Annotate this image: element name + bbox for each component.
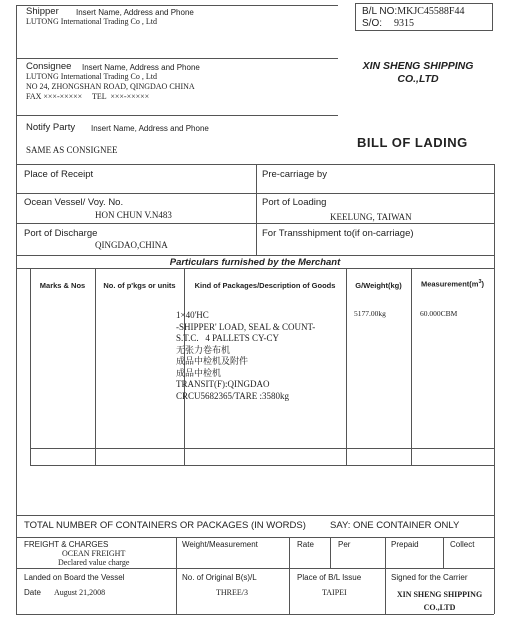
pre-carriage-label: Pre-carriage by bbox=[262, 169, 327, 180]
rule-receipt-top bbox=[16, 164, 494, 165]
rule-freight-c5 bbox=[443, 537, 444, 568]
consignee-line2: NO 24, ZHONGSHAN ROAD, QINGDAO CHINA bbox=[26, 82, 195, 91]
bl-number-box bbox=[355, 3, 493, 31]
transshipment-label: For Transshipment to(if on-carriage) bbox=[262, 228, 414, 239]
goods-line: -SHIPPER' LOAD, SEAL & COUNT- bbox=[176, 321, 316, 332]
goods-line: 成品中检机 bbox=[176, 367, 222, 378]
consignee-line3: FAX ×××-××××× TEL ×××-××××× bbox=[26, 92, 150, 101]
per-label: Per bbox=[338, 540, 351, 549]
rule-discharge-top bbox=[16, 223, 494, 224]
consignee-label: Consignee bbox=[26, 61, 72, 72]
rule-heading-bottom bbox=[16, 268, 494, 269]
rule-goods-left bbox=[30, 268, 31, 465]
goods-line: CRCU5682365/TARE :3580kg bbox=[176, 390, 290, 401]
rule-freight-c3 bbox=[330, 537, 331, 568]
freight-charges-label: FREIGHT & CHARGES bbox=[24, 540, 109, 549]
bl-no-row bbox=[362, 6, 464, 17]
weight-measurement-label: Weight/Measurement bbox=[182, 540, 258, 549]
rule-col-measure bbox=[411, 268, 412, 465]
col-marks-header: Marks & Nos bbox=[39, 281, 86, 290]
consignee-line1: LUTONG International Trading Co , Ltd bbox=[26, 72, 157, 81]
shipper-hint: Insert Name, Address and Phone bbox=[76, 8, 194, 17]
originals-value: THREE/3 bbox=[216, 588, 248, 597]
bl-no-label: B/L NO: bbox=[362, 6, 398, 17]
rule-total-top bbox=[16, 515, 494, 516]
rule-consignee-top bbox=[16, 58, 338, 59]
ocean-freight-label: OCEAN FREIGHT bbox=[62, 549, 126, 558]
declared-value-label: Declared value charge bbox=[58, 558, 130, 567]
particulars-heading: Particulars furnished by the Merchant bbox=[169, 257, 341, 268]
goods-line: S.T.C. 4 PALLETS CY-CY bbox=[176, 333, 280, 343]
col-pkgs-header: No. of p'kgs or units bbox=[103, 281, 176, 290]
measurement-value: 60.000CBM bbox=[420, 309, 458, 318]
company-line2: CO.,LTD bbox=[397, 73, 439, 85]
rule-notify-top bbox=[16, 115, 338, 116]
rule-freight-c2 bbox=[289, 537, 290, 614]
rule-right bbox=[494, 164, 495, 614]
rule-goods-lower bbox=[30, 465, 494, 466]
prepaid-label: Prepaid bbox=[391, 540, 419, 549]
rule-page-bottom bbox=[16, 614, 494, 615]
port-of-loading-value: KEELUNG, TAIWAN bbox=[330, 212, 412, 222]
rule-particulars-top bbox=[16, 255, 494, 256]
rule-top bbox=[16, 5, 338, 6]
gross-weight-value: 5177.00kg bbox=[354, 309, 386, 318]
goods-line: 成品中检机及附件 bbox=[176, 356, 249, 366]
company-line1: XIN SHENG SHIPPING bbox=[362, 60, 474, 72]
col-measure-header bbox=[411, 279, 494, 289]
so-value: 9315 bbox=[394, 18, 415, 29]
rule-col-weight bbox=[346, 268, 347, 465]
total-packages-label: TOTAL NUMBER OF CONTAINERS OR PACKAGES (IN WORDS) bbox=[24, 520, 306, 531]
col-measure-text: Measurement(m bbox=[420, 279, 479, 289]
goods-line: TRANSIT(F):QINGDAO bbox=[176, 379, 270, 389]
col-kind-header: Kind of Packages/Description of Goods bbox=[194, 281, 336, 290]
so-row bbox=[362, 18, 414, 29]
bl-no-value: MKJC45588F44 bbox=[397, 6, 465, 17]
shipper-label: Shipper bbox=[26, 6, 59, 17]
signed-for-carrier-label: Signed for the Carrier bbox=[391, 573, 468, 582]
consignee-hint: Insert Name, Address and Phone bbox=[82, 63, 200, 72]
ocean-vessel-label: Ocean Vessel/ Voy. No. bbox=[24, 197, 124, 208]
col-weight-header: G/Weight(kg) bbox=[355, 281, 402, 290]
company-name bbox=[348, 60, 488, 86]
carrier-signature bbox=[385, 588, 494, 614]
goods-line: 无张力卷布机 bbox=[176, 344, 231, 355]
originals-label: No. of Original B(s)/L bbox=[182, 573, 257, 582]
rule-vessel-top bbox=[16, 193, 494, 194]
carrier-signature-line1: XIN SHENG SHIPPING bbox=[396, 590, 483, 599]
rate-label: Rate bbox=[297, 540, 314, 549]
port-of-discharge-label: Port of Discharge bbox=[24, 228, 98, 239]
ocean-vessel-value: HON CHUN V.N483 bbox=[95, 210, 172, 220]
notify-label: Notify Party bbox=[26, 122, 76, 133]
notify-hint: Insert Name, Address and Phone bbox=[91, 124, 209, 133]
col-measure-end: ) bbox=[481, 279, 485, 289]
collect-label: Collect bbox=[450, 540, 475, 549]
rule-goods-bottom bbox=[30, 448, 494, 449]
date-value: August 21,2008 bbox=[54, 588, 106, 597]
place-of-issue-value: TAIPEI bbox=[322, 588, 347, 597]
total-packages-value: SAY: ONE CONTAINER ONLY bbox=[330, 520, 460, 531]
notify-value: SAME AS CONSIGNEE bbox=[26, 145, 118, 155]
place-of-issue-label: Place of B/L Issue bbox=[297, 573, 362, 582]
landed-on-board-label: Landed on Board the Vessel bbox=[24, 573, 125, 582]
port-of-discharge-value: QINGDAO,CHINA bbox=[95, 240, 168, 250]
so-label: S/O: bbox=[362, 18, 383, 29]
port-of-loading-label: Port of Loading bbox=[262, 197, 327, 208]
rule-freight-top bbox=[16, 537, 494, 538]
carrier-signature-line2: CO.,LTD bbox=[423, 603, 456, 612]
col-measure-sup: 3 bbox=[478, 279, 482, 285]
rule-bottom-top bbox=[16, 568, 494, 569]
rule-left bbox=[16, 5, 17, 614]
rule-col-pkgs bbox=[95, 268, 96, 465]
place-of-receipt-label: Place of Receipt bbox=[24, 169, 94, 180]
rule-freight-c1 bbox=[176, 537, 177, 614]
goods-description bbox=[176, 310, 315, 402]
rule-mid bbox=[256, 164, 257, 255]
date-label: Date bbox=[24, 588, 41, 597]
goods-line: 1×40'HC bbox=[176, 310, 209, 320]
shipper-name: LUTONG International Trading Co , Ltd bbox=[26, 17, 157, 26]
document-title: BILL OF LADING bbox=[357, 135, 468, 150]
